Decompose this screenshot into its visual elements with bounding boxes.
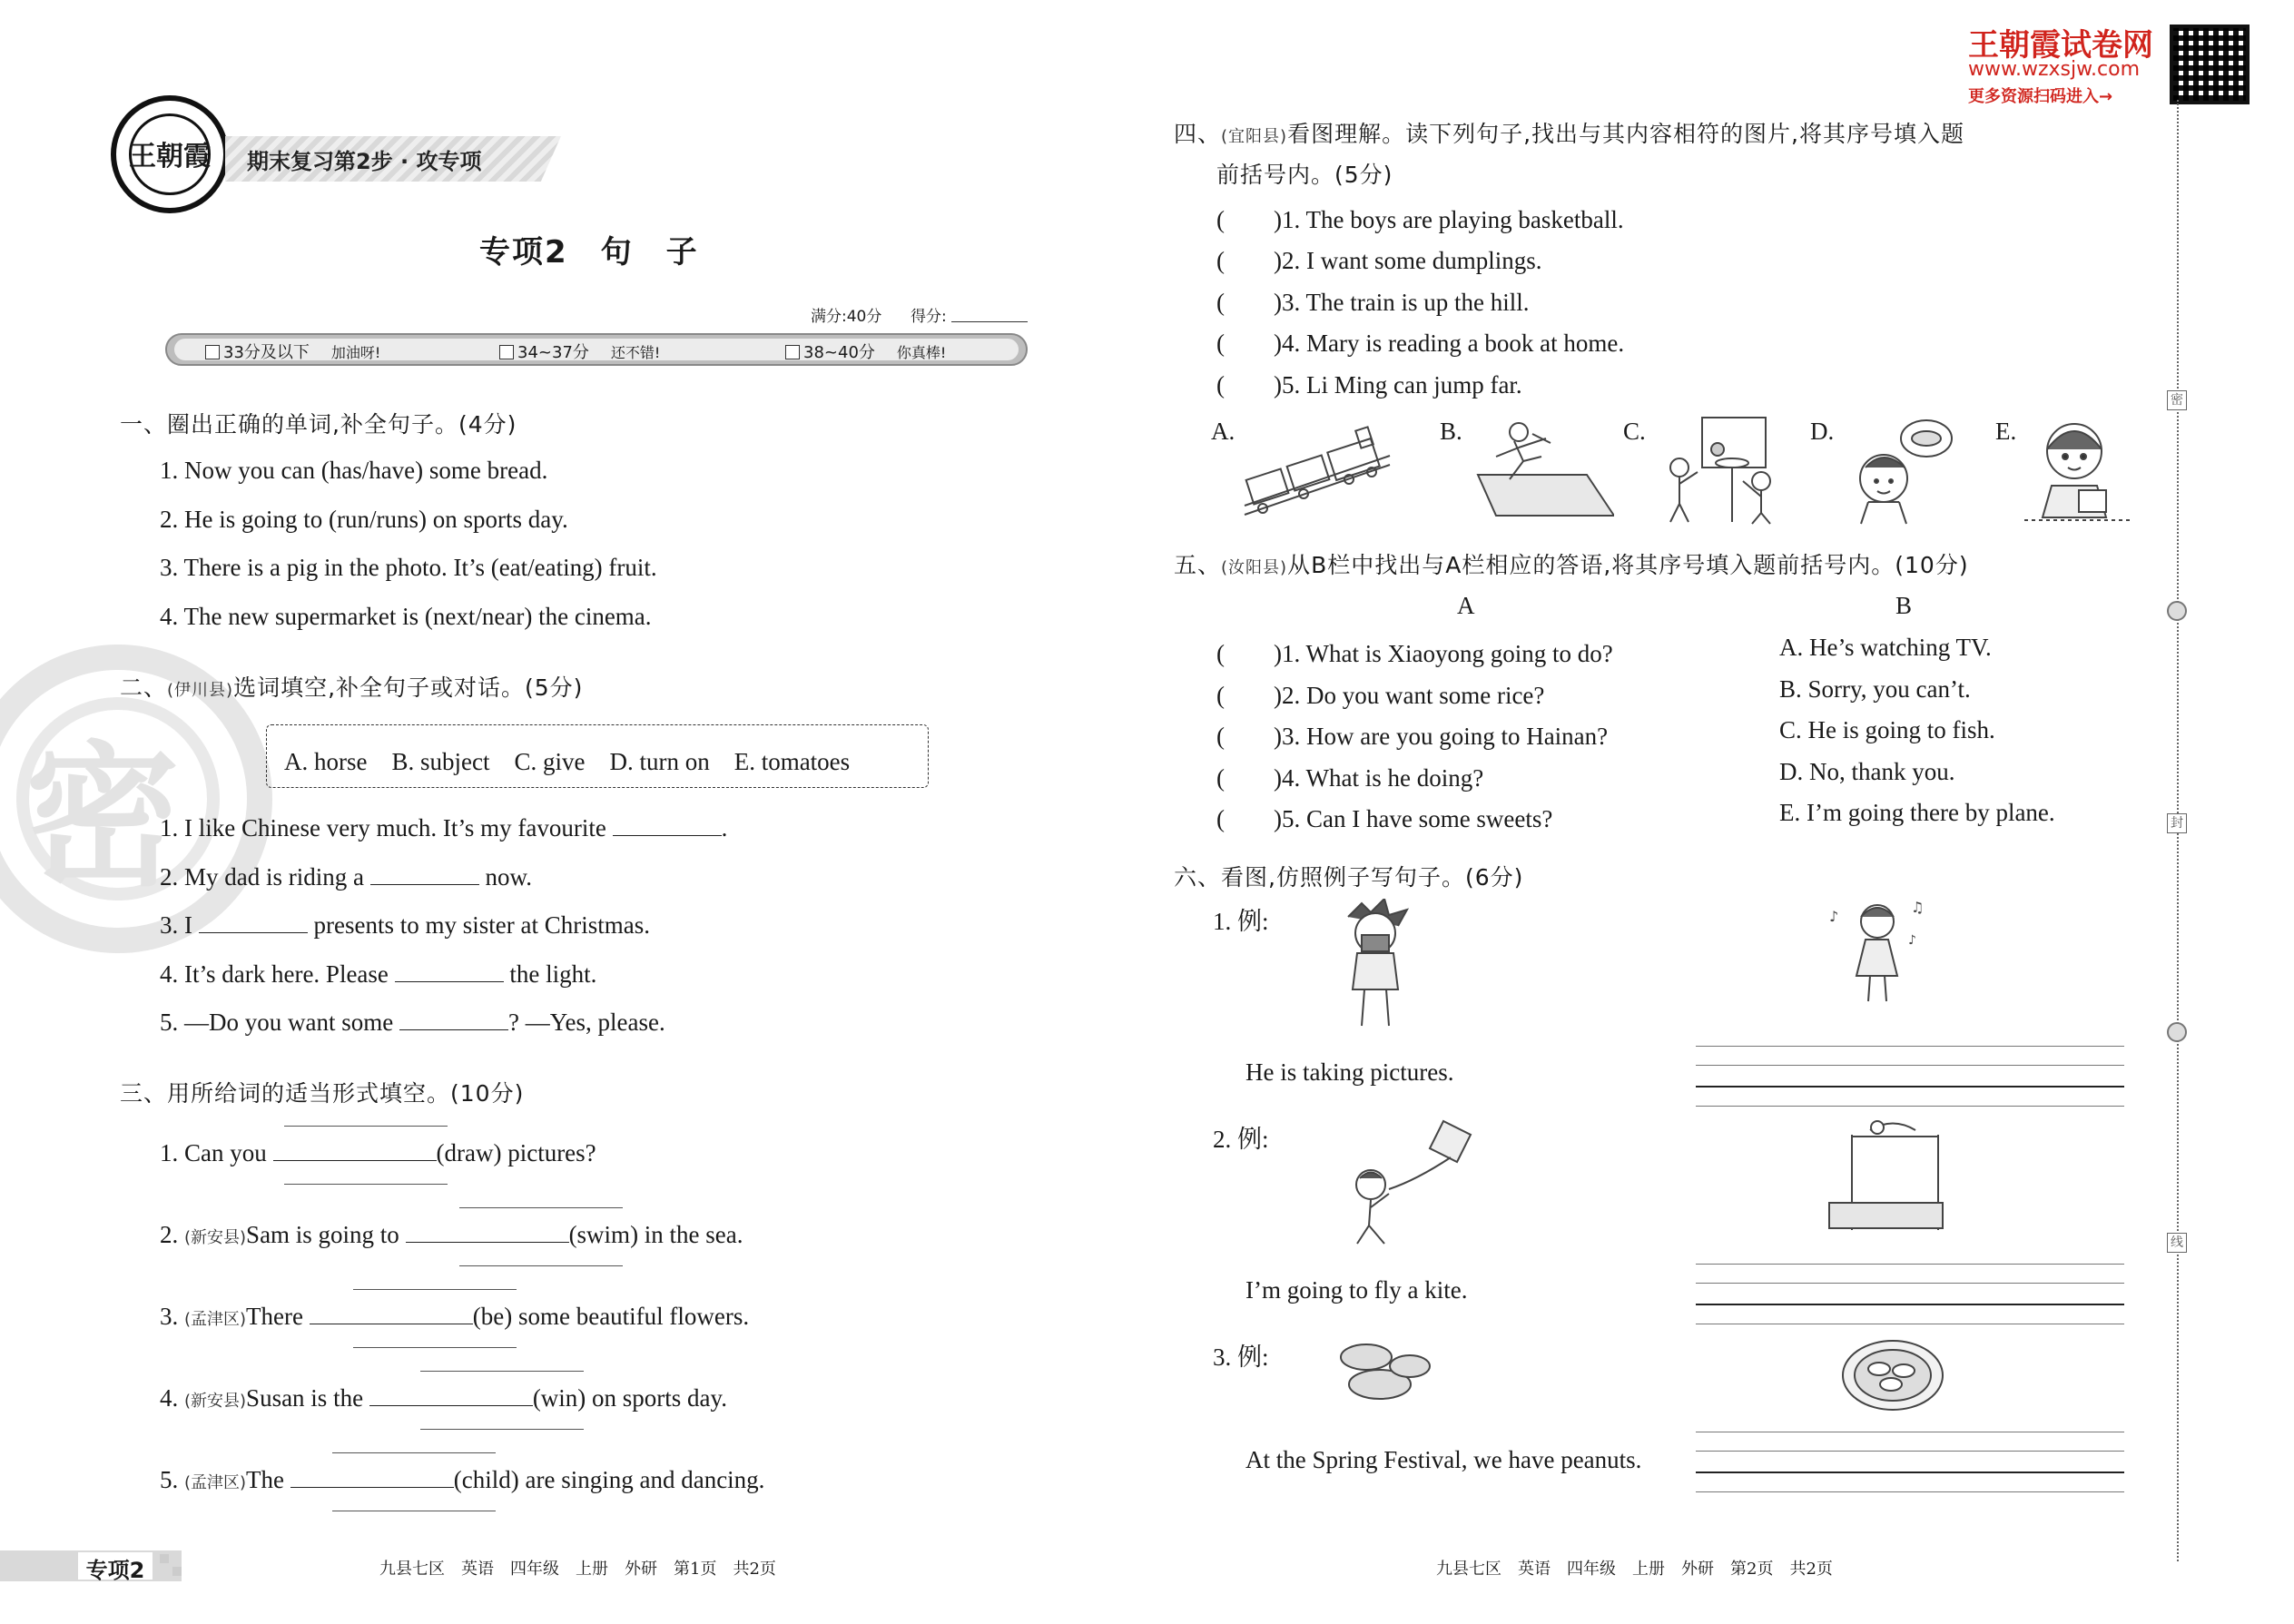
- side-mark-mi: 密: [2167, 390, 2187, 410]
- train-picture: [1240, 419, 1394, 519]
- peanuts-picture: [1330, 1334, 1439, 1416]
- s5-b-item-3: C. He is going to fish.: [1779, 716, 1995, 743]
- writing-line: [332, 1452, 496, 1453]
- section-5-heading: 五、(汝阳县)从B栏中找出与A栏相应的答语,将其序号填入题前括号内。(10分): [1174, 552, 1969, 578]
- s1-item-4: 4. The new supermarket is (next/near) the cinema.: [160, 603, 652, 630]
- side-dot: [2167, 1022, 2187, 1042]
- writing-line: [1696, 1264, 2124, 1265]
- s5-a-item-4: ( )4. What is he doing?: [1216, 764, 1484, 792]
- s6-item-1-label: 1. 例:: [1213, 908, 1269, 935]
- score-level-2: 34~37分 还不错!: [499, 340, 660, 363]
- s1-item-2: 2. He is going to (run/runs) on sports day.: [160, 506, 568, 533]
- footer-deco: [160, 1554, 169, 1563]
- boy-camera-picture: [1330, 899, 1421, 1035]
- section-2-heading: 二、(伊川县)选词填空,补全句子或对话。(5分): [120, 674, 584, 701]
- long-jump-picture: [1469, 416, 1614, 520]
- section-3-heading: 三、用所给词的适当形式填空。(10分): [120, 1080, 525, 1107]
- answer-blank[interactable]: [406, 1221, 569, 1243]
- pic-label-c: C.: [1623, 418, 1646, 445]
- s5-b-item-4: D. No, thank you.: [1779, 758, 1955, 785]
- writing-line[interactable]: [1696, 1304, 2124, 1305]
- s2-item-1: 1. I like Chinese very much. It’s my favourite .: [160, 814, 728, 842]
- footer-tab-label: 专项2: [78, 1552, 153, 1580]
- checkbox[interactable]: [205, 345, 220, 359]
- brand-name: 王朝霞试卷网: [1968, 27, 2153, 64]
- s5-a-item-1: ( )1. What is Xiaoyong going to do?: [1216, 640, 1613, 667]
- s6-item-2-example: I’m going to fly a kite.: [1245, 1276, 1468, 1304]
- word-bank: A. horse B. subject C. give D. turn on E. tomatoes: [284, 748, 851, 775]
- writing-line: [420, 1429, 584, 1430]
- answer-blank[interactable]: [199, 911, 308, 933]
- writing-line: [353, 1347, 517, 1348]
- qr-code[interactable]: [2170, 25, 2250, 104]
- s3-item-2: 2. (新安县)Sam is going to (swim) in the sea.: [160, 1221, 743, 1248]
- score-got-label: 得分:: [911, 308, 947, 326]
- reading-girl-picture: [2024, 413, 2133, 527]
- writing-line: [353, 1289, 517, 1290]
- footer-left: 九县七区 英语 四年级 上册 外研 第1页 共2页: [379, 1560, 776, 1579]
- s2-item-3: 3. I presents to my sister at Christmas.: [160, 911, 650, 939]
- s4-item-5: ( )5. Li Ming can jump far.: [1216, 371, 1522, 399]
- s6-item-1-example: He is taking pictures.: [1245, 1058, 1454, 1086]
- pic-label-b: B.: [1440, 418, 1462, 445]
- s4-item-3: ( )3. The train is up the hill.: [1216, 289, 1530, 316]
- writing-line: [284, 1184, 448, 1185]
- s2-item-2: 2. My dad is riding a now.: [160, 863, 532, 891]
- writing-line: [1696, 1283, 2124, 1284]
- answer-blank[interactable]: [290, 1466, 454, 1488]
- column-a-header: A: [1457, 592, 1475, 619]
- writing-line: [459, 1207, 623, 1208]
- s4-item-4: ( )4. Mary is reading a book at home.: [1216, 330, 1625, 357]
- svg-text:♫: ♫: [1911, 899, 1925, 916]
- footer-deco: [172, 1567, 182, 1576]
- page-title: 专项2 句 子: [479, 234, 699, 271]
- score-level-3: 38~40分 你真棒!: [785, 340, 946, 363]
- seal-char: 密: [25, 728, 181, 908]
- pic-label-e: E.: [1995, 418, 2017, 445]
- logo-text: 王朝霞: [129, 141, 211, 172]
- writing-line: [284, 1126, 448, 1127]
- writing-line: [459, 1265, 623, 1266]
- s1-item-3: 3. There is a pig in the photo. It’s (eat/eating) fruit.: [160, 554, 657, 581]
- section-6-heading: 六、看图,仿照例子写句子。(6分): [1174, 864, 1524, 891]
- answer-blank[interactable]: [310, 1303, 473, 1324]
- dumplings-plate-picture: [1838, 1334, 1947, 1416]
- answer-blank[interactable]: [399, 1009, 508, 1030]
- brand-logo: [111, 95, 229, 213]
- side-dot: [2167, 601, 2187, 621]
- s6-item-2-label: 2. 例:: [1213, 1126, 1269, 1153]
- s3-item-3: 3. (孟津区)There (be) some beautiful flowers.: [160, 1303, 750, 1330]
- writing-line: [1696, 1491, 2124, 1492]
- s3-item-1: 1. Can you (draw) pictures?: [160, 1139, 596, 1166]
- header-banner-text: 期末复习第2步 · 攻专项: [247, 149, 482, 174]
- footer-right: 九县七区 英语 四年级 上册 外研 第2页 共2页: [1436, 1560, 1833, 1579]
- high-jump-picture: [1825, 1117, 1952, 1235]
- column-b-header: B: [1895, 592, 1913, 619]
- writing-line[interactable]: [1696, 1086, 2124, 1088]
- brand-url[interactable]: www.wzxsjw.com: [1968, 58, 2141, 81]
- s5-b-item-2: B. Sorry, you can’t.: [1779, 675, 1971, 703]
- dumplings-picture: [1843, 413, 1961, 527]
- s6-item-3-label: 3. 例:: [1213, 1343, 1269, 1371]
- s6-item-3-example: At the Spring Festival, we have peanuts.: [1245, 1446, 1642, 1473]
- brand-slogan: 更多资源扫码进入→: [1968, 87, 2113, 106]
- svg-text:♪: ♪: [1908, 933, 1916, 948]
- section-1-heading: 一、圈出正确的单词,补全句子。(4分): [120, 411, 517, 438]
- answer-blank[interactable]: [395, 960, 504, 982]
- s5-a-item-2: ( )2. Do you want some rice?: [1216, 682, 1545, 709]
- writing-line: [420, 1371, 584, 1372]
- answer-blank[interactable]: [273, 1139, 437, 1161]
- s4-item-2: ( )2. I want some dumplings.: [1216, 247, 1542, 274]
- s1-item-1: 1. Now you can (has/have) some bread.: [160, 457, 548, 484]
- s5-a-item-3: ( )3. How are you going to Hainan?: [1216, 723, 1609, 750]
- girl-singing-picture: [1825, 894, 1929, 1008]
- side-mark-feng: 封: [2167, 813, 2187, 833]
- checkbox[interactable]: [785, 345, 800, 359]
- s3-item-5: 5. (孟津区)The (child) are singing and dancing.: [160, 1466, 765, 1493]
- writing-line: [1696, 1106, 2124, 1107]
- s2-item-5: 5. —Do you want some ? —Yes, please.: [160, 1009, 665, 1036]
- section-4-heading-line2: 前括号内。(5分): [1216, 162, 1393, 188]
- answer-blank[interactable]: [369, 1384, 533, 1406]
- s5-b-item-5: E. I’m going there by plane.: [1779, 799, 2055, 826]
- s5-a-item-5: ( )5. Can I have some sweets?: [1216, 805, 1553, 832]
- score-blank: [951, 321, 1028, 322]
- pic-label-a: A.: [1211, 418, 1236, 445]
- side-mark-xian: 线: [2167, 1233, 2187, 1253]
- s5-b-item-1: A. He’s watching TV.: [1779, 634, 1992, 661]
- answer-blank[interactable]: [613, 814, 722, 836]
- s4-item-1: ( )1. The boys are playing basketball.: [1216, 206, 1624, 233]
- writing-line[interactable]: [1696, 1471, 2124, 1473]
- checkbox[interactable]: [499, 345, 514, 359]
- writing-line: [1696, 1065, 2124, 1066]
- s3-item-4: 4. (新安县)Susan is the (win) on sports day.: [160, 1384, 728, 1412]
- basketball-picture: [1652, 413, 1788, 527]
- svg-text:♪: ♪: [1829, 908, 1839, 925]
- writing-line: [1696, 1451, 2124, 1452]
- writing-line: [1696, 1046, 2124, 1047]
- boy-kite-picture: [1334, 1117, 1480, 1253]
- score-level-1: 33分及以下 加油呀!: [205, 340, 380, 363]
- s2-item-4: 4. It’s dark here. Please the light.: [160, 960, 597, 988]
- section-4-heading: 四、(宜阳县)看图理解。读下列句子,找出与其内容相符的图片,将其序号填入题: [1174, 121, 1964, 147]
- score-full: 满分:40分: [811, 308, 882, 326]
- answer-blank[interactable]: [370, 863, 479, 885]
- pic-label-d: D.: [1810, 418, 1835, 445]
